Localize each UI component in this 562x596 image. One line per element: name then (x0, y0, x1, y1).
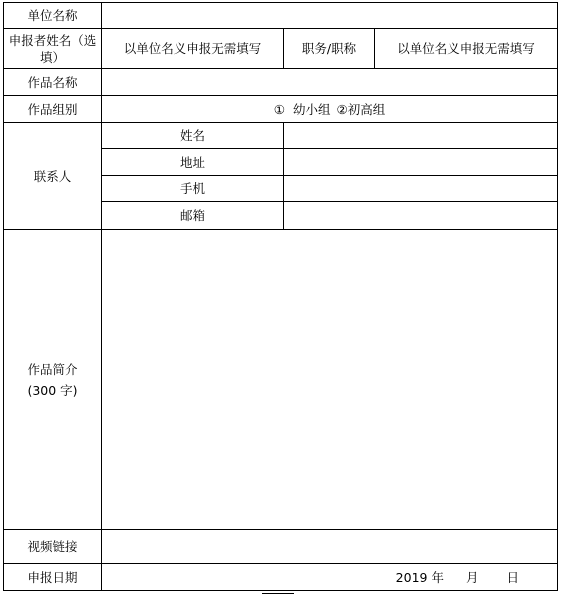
contact-name-field[interactable] (284, 123, 557, 148)
contact-address-label: 地址 (179, 154, 205, 170)
work-intro-field[interactable] (102, 230, 557, 529)
page-edge-mark (262, 593, 294, 594)
applicant-label-line2: 填） (39, 49, 65, 65)
work-name-label: 作品名称 (27, 74, 78, 90)
apply-date-field[interactable] (102, 564, 557, 590)
applicant-label-line1: 申报者姓名（选 (8, 32, 97, 48)
contact-name-label: 姓名 (179, 128, 205, 143)
apply-date-label: 申报日期 (27, 569, 78, 585)
work-intro-label (4, 230, 101, 529)
date-day: 日 (506, 569, 519, 585)
contact-email-field[interactable] (284, 202, 557, 229)
group-option-1-marker[interactable]: ① (273, 101, 285, 117)
position-field[interactable]: 以单位名义申报无需填写 (397, 41, 535, 56)
group-option-2-marker[interactable]: ② (336, 101, 348, 117)
work-name-field[interactable] (102, 69, 557, 95)
work-intro-label-line2: (300 字) (27, 382, 78, 398)
applicant-name-field[interactable]: 以单位名义申报无需填写 (123, 41, 262, 56)
unit-name-label: 单位名称 (27, 8, 78, 23)
work-group-label: 作品组别 (27, 101, 78, 117)
work-group-options (102, 96, 557, 122)
table-border-right (557, 2, 558, 591)
group-option-2-label[interactable]: 初高组 (347, 101, 386, 117)
applicant-name-label (4, 29, 101, 68)
video-link-field[interactable] (102, 530, 557, 563)
position-label: 职务/职称 (301, 41, 357, 56)
contact-email-label: 邮箱 (179, 208, 205, 223)
contact-mobile-field[interactable] (284, 176, 557, 201)
group-option-1-label[interactable]: 幼小组 (292, 101, 331, 117)
table-border-bottom (3, 590, 558, 591)
contact-mobile-label: 手机 (179, 181, 205, 196)
work-intro-label-line1: 作品简介 (27, 361, 78, 377)
date-year: 2019 年 (395, 569, 444, 585)
unit-name-field[interactable] (102, 3, 557, 28)
contact-label: 联系人 (33, 168, 72, 184)
contact-address-field[interactable] (284, 149, 557, 175)
video-link-label: 视频链接 (27, 539, 78, 554)
date-month: 月 (465, 569, 479, 585)
